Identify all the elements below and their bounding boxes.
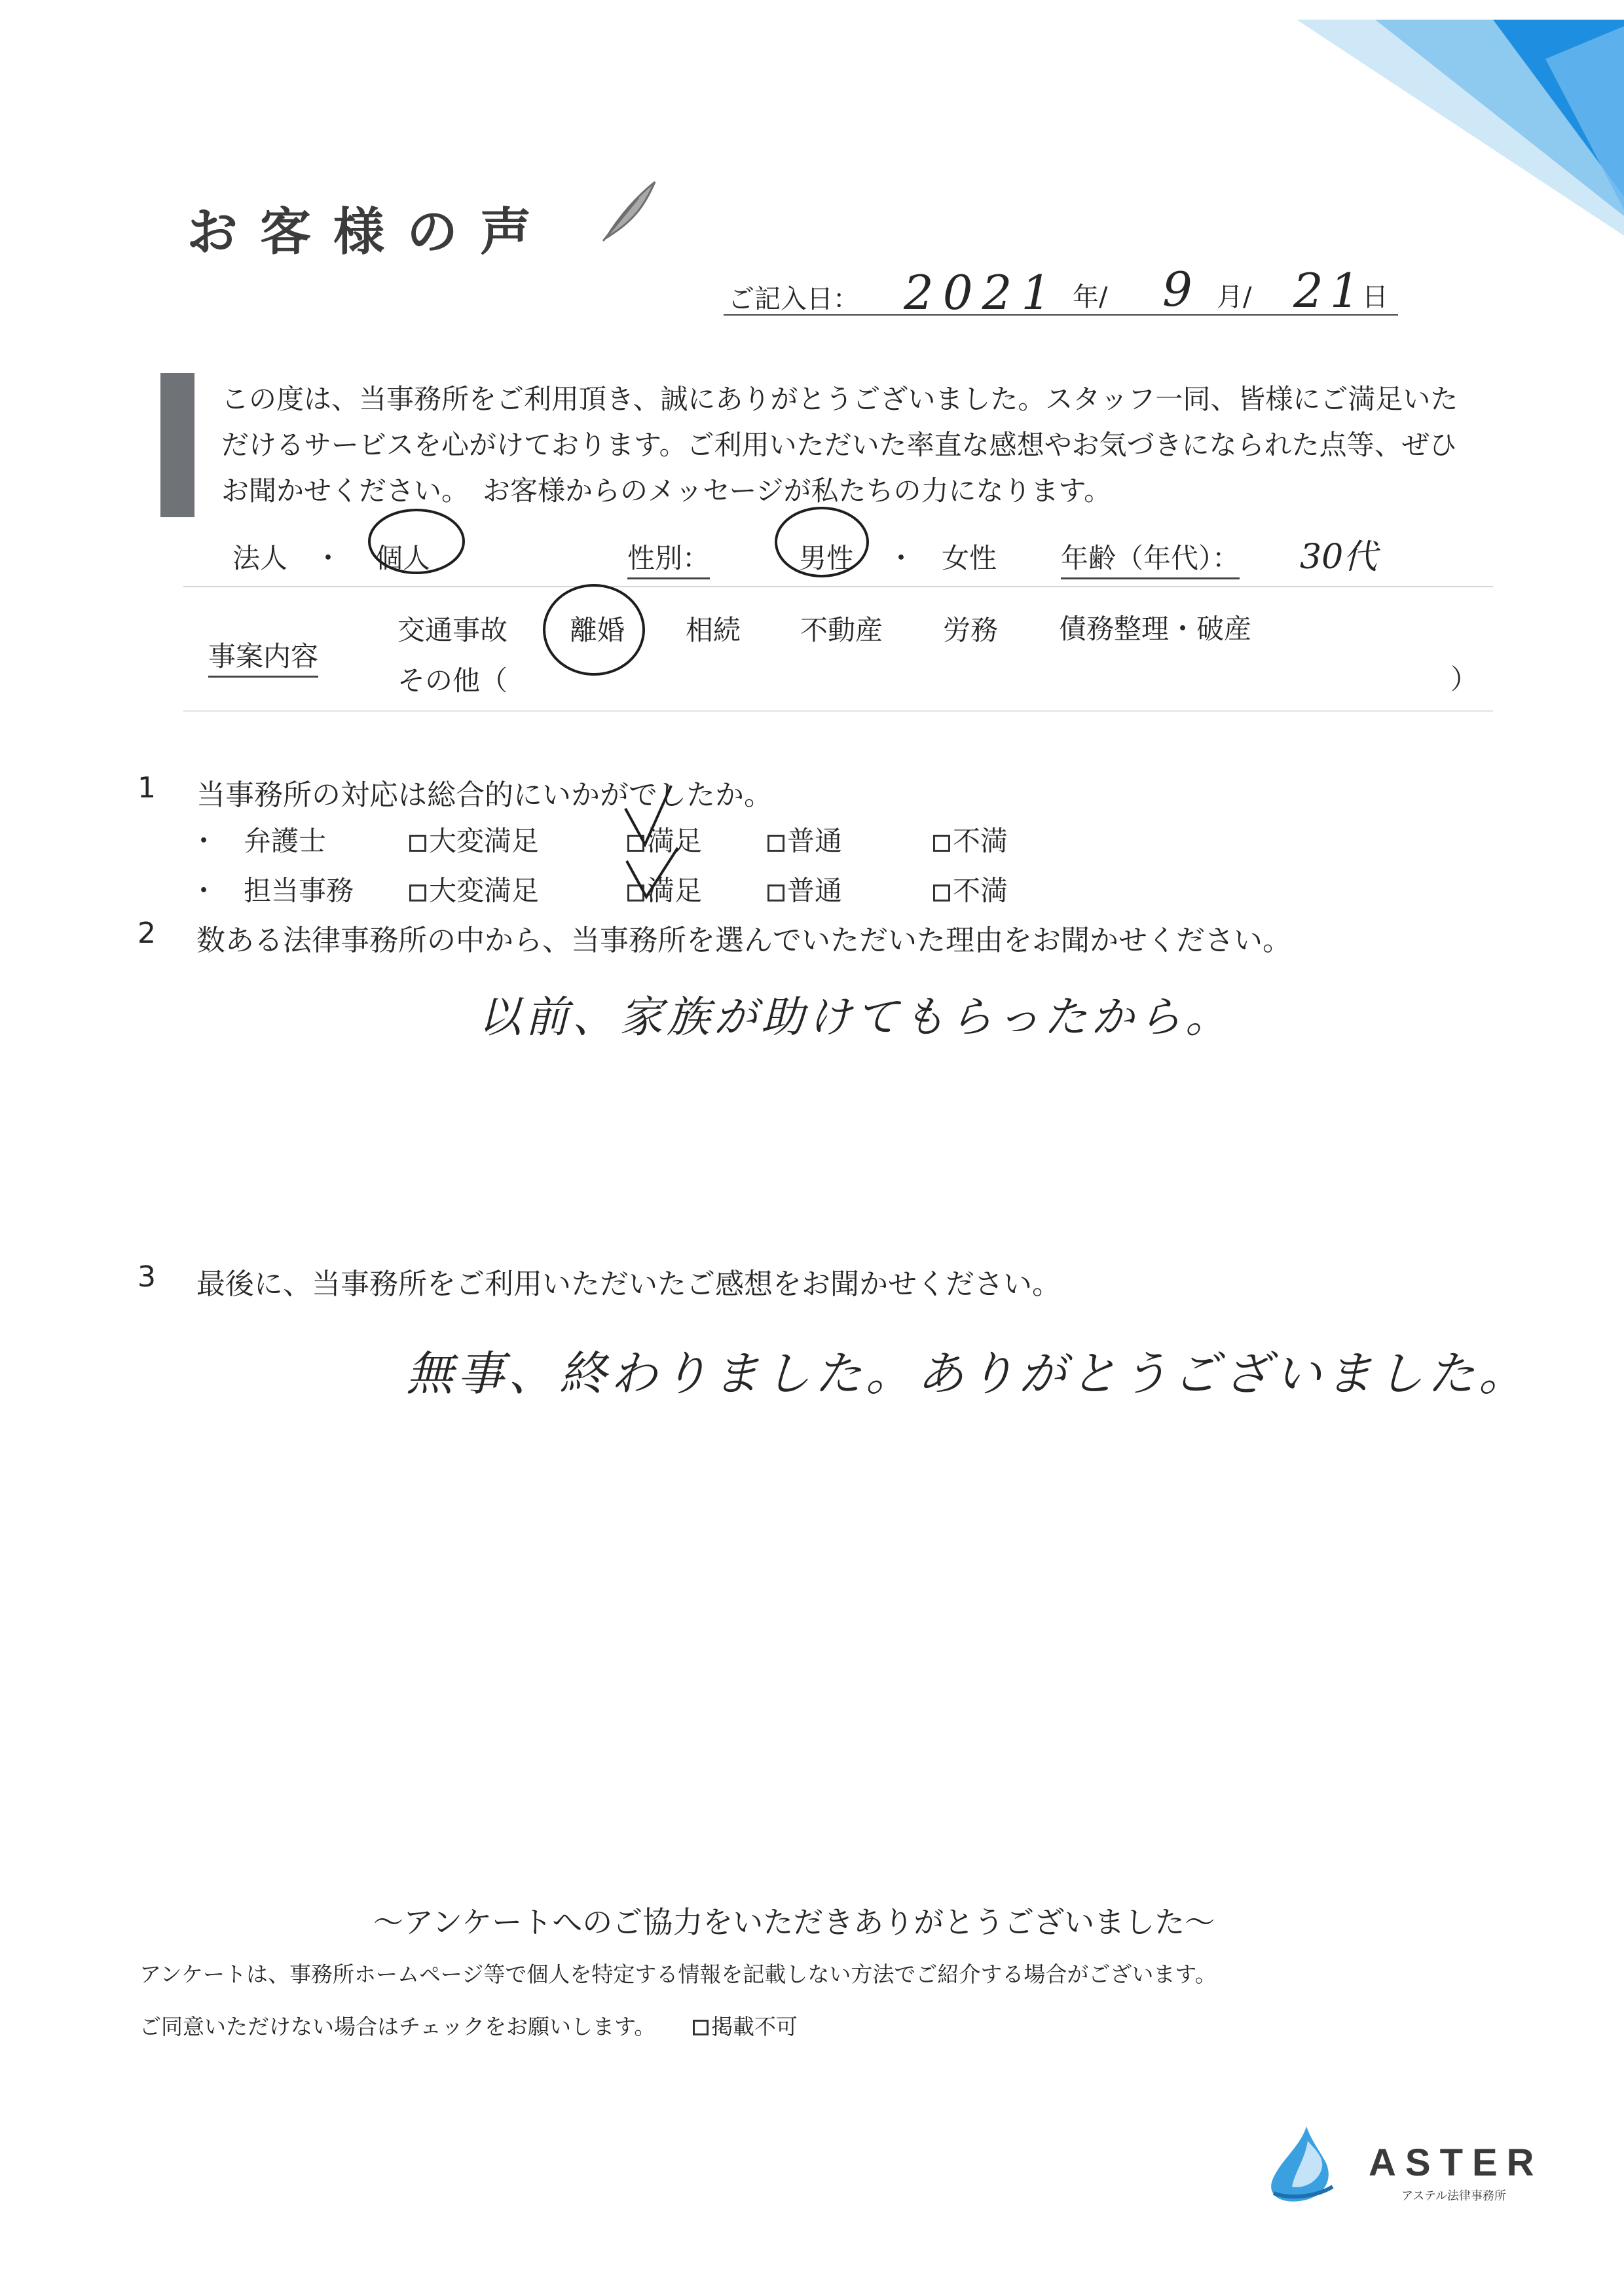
intro-accent-bar [160, 373, 194, 517]
q2-text: 数ある法律事務所の中から、当事務所を選んでいただいた理由をお聞かせください。 [196, 924, 1291, 957]
opt-out-checkbox[interactable]: 掲載不可 [693, 2010, 798, 2041]
logo-subtitle: アステル法律事務所 [1401, 2189, 1507, 2203]
q2-number: 2 [138, 917, 156, 950]
q1-row1-bullet: ・ [190, 825, 218, 857]
q1-row2-label: 担当事務 [244, 875, 354, 907]
date-day: 21 [1293, 263, 1367, 318]
corner-decoration [1297, 0, 1624, 236]
q1-row1-opt2: 満足 [627, 820, 702, 859]
case-opt-labor: 労務 [943, 614, 999, 646]
case-opt-debt: 債務整理・破産 [1059, 613, 1252, 645]
case-other: その他（ [397, 665, 508, 697]
date-month-unit: 月/ [1217, 282, 1252, 312]
footer-thanks: ～アンケートへのご協力をいただきありがとうございました～ [373, 1904, 1215, 1940]
intro-line-3: お聞かせください。 お客様からのメッセージが私たちの力になります。 [221, 475, 1112, 507]
case-opt-traffic: 交通事故 [397, 614, 508, 646]
check-mark-icon [619, 782, 691, 913]
intro-line-2: だけるサービスを心がけております。ご利用いただいた率直な感想やお気づきになられた点等、ぜひ [221, 429, 1457, 461]
checkbox-icon [767, 884, 784, 902]
q1-row1-opt4: 不満 [933, 820, 1008, 859]
case-divider [183, 710, 1493, 712]
q1-row2-bullet: ・ [190, 875, 218, 907]
case-opt-inheritance: 相続 [686, 614, 741, 646]
profile-dot-2: ・ [887, 542, 915, 574]
page-title: お客様の声 [187, 203, 554, 262]
checkbox-icon [409, 835, 426, 852]
q1-row2-opt3: 普通 [767, 869, 842, 909]
checkbox-icon [933, 835, 950, 852]
date-underline [724, 314, 1398, 316]
q2-answer: 以前、家族が助けてもらったから。 [478, 992, 1232, 1042]
profile-corp: 法人 [232, 542, 288, 574]
q3-answer: 無事、終わりました。ありがとうございました。 [406, 1346, 1530, 1401]
footer-note-2: ご同意いただけない場合はチェックをお願いします。 [139, 2014, 656, 2039]
feather-icon [599, 178, 658, 244]
age-label: 年齢（年代）： [1061, 537, 1240, 579]
gender-female: 女性 [942, 542, 997, 574]
date-year-unit: 年/ [1073, 282, 1108, 312]
date-month: 9 [1162, 262, 1192, 317]
profile-divider [183, 586, 1493, 587]
q1-number: 1 [138, 771, 156, 805]
q3-text: 最後に、当事務所をご利用いただいたご感想をお聞かせください。 [196, 1267, 1061, 1301]
date-year: 2021 [904, 265, 1061, 320]
gender-label: 性別： [627, 537, 710, 579]
aster-logo-icon [1261, 2121, 1339, 2206]
q1-row2-opt2: 満足 [627, 869, 702, 909]
profile-individual: 個人 [375, 542, 431, 574]
checkbox-icon [409, 884, 426, 902]
circle-mark-male [766, 499, 877, 584]
q1-text: 当事務所の対応は総合的にいかがでしたか。 [196, 778, 773, 812]
profile-dot-1: ・ [314, 542, 342, 574]
q1-row1-opt1: 大変満足 [409, 820, 539, 859]
q3-number: 3 [138, 1260, 156, 1294]
q1-row1-label: 弁護士 [244, 825, 327, 857]
footer-note-1: アンケートは、事務所ホームページ等で個人を特定する情報を記載しない方法でご紹介する場合がございます。 [139, 1961, 1217, 1987]
case-other-close: ） [1450, 663, 1479, 695]
case-opt-divorce: 離婚 [570, 614, 625, 646]
intro-line-1: この度は、当事務所をご利用頂き、誠にありがとうございました。スタッフ一同、皆様にご満足いた [221, 383, 1458, 415]
checkbox-icon [767, 835, 784, 852]
date-label: ご記入日： [728, 284, 859, 314]
circle-mark-individual [359, 501, 477, 579]
date-day-unit: 日 [1362, 282, 1388, 312]
age-value: 30代 [1300, 538, 1378, 577]
checkbox-icon [933, 884, 950, 902]
q1-row1-opt3: 普通 [767, 820, 842, 859]
case-label: 事案内容 [208, 635, 318, 678]
q1-row2-opt4: 不満 [933, 869, 1008, 909]
case-opt-realestate: 不動産 [800, 614, 883, 646]
q1-row2-opt1: 大変満足 [409, 869, 539, 909]
logo-name: ASTER [1369, 2141, 1543, 2184]
circle-mark-divorce [532, 576, 656, 687]
checkbox-icon [693, 2020, 709, 2035]
gender-male: 男性 [799, 542, 855, 574]
